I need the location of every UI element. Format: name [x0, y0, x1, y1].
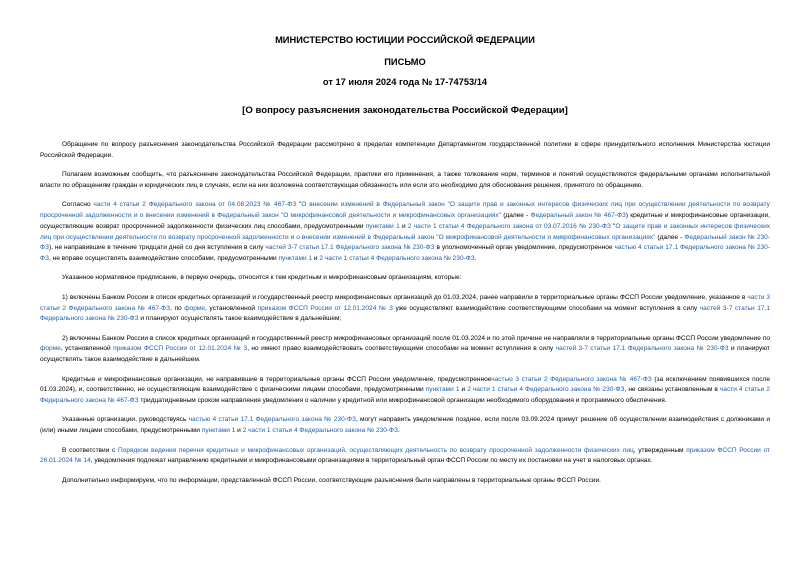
paragraph-text: , утвержденным [633, 446, 687, 454]
paragraph-text: " [610, 222, 616, 230]
law-reference-link[interactable]: О защите прав и законных интересов физических лиц при осуществлении деятельности по возврату просроченной задолженности и о внесении изменений в Федеральный закон "О микрофинансовой деятельности и микрофинансовых организациях" [40, 222, 771, 241]
body-paragraph [40, 140, 770, 162]
body-paragraph [40, 273, 770, 284]
law-reference-link[interactable]: частью 4 статьи 17.1 Федерального закона № 230-ФЗ [40, 244, 770, 263]
paragraph-text: в уполномоченный орган уведомление, предусмотренное [434, 244, 615, 252]
document-subject: [О вопросу разъяснения законодательства Российской Федерации] [242, 105, 568, 116]
law-reference-link[interactable]: приказом ФССП России от 26.01.2024 № 14 [40, 446, 770, 465]
paragraph-text: ), не направившие в течение тридцати дней со дня вступления в силу [48, 244, 266, 252]
paragraph-text: и планируют осуществлять такое взаимодействие в дальнейшем; [138, 315, 342, 323]
law-reference-link[interactable]: пунктами 1 [425, 386, 460, 394]
paragraph-text: , по [170, 304, 185, 312]
paragraph-text: (далее - [655, 233, 685, 241]
law-reference-link[interactable]: Федеральный закон № 230-ФЗ [40, 233, 770, 252]
law-reference-link[interactable]: пунктами 1 [201, 427, 236, 435]
paragraph-text: . [474, 255, 477, 263]
paragraph-text: и планируют осуществлять такое взаимодействие в дальнейшем. [40, 345, 771, 364]
paragraph-text: 2) включены Банком России в список кредитных организаций и государственный реестр микрофинансовых организаций после 01.03.2024 и по этой причине не направляли в территориальные органы ФССП России уведомление по [62, 334, 770, 342]
law-reference-link[interactable]: форме [40, 345, 61, 353]
issuing-authority: МИНИСТЕРСТВО ЮСТИЦИИ РОССИЙСКОЙ ФЕДЕРАЦИИ [275, 35, 535, 45]
law-reference-link[interactable]: частью 4 статьи 17.1 Федерального закона № 230-ФЗ [188, 416, 356, 424]
paragraph-text: , установленной [60, 345, 114, 353]
law-reference-link[interactable]: приказом ФССП России от 12.01.2024 № 3 [257, 304, 393, 312]
paragraph-text: Указанное нормативное предписание, в первую очередь, относится к тем кредитным и микрофинансовым организациям, которые: [62, 274, 462, 282]
paragraph-text: Полагаем возможным сообщить, что разъяснение законодательства Российской Федерации, практики его применения, а также толкование норм, терминов и понятий осуществляются федеральными органами исполнительной власти по обращениям граждан и юридических лиц в случаях, если на них возложена соответствующая обязанность или если это необходимо для обоснования решения, принятого по обращению. [40, 171, 770, 189]
law-reference-link[interactable]: 2 части 1 статьи 4 Федерального закона № 230-ФЗ [319, 255, 475, 263]
document-type: ПИСЬМО [384, 57, 426, 67]
document-date-number: от 17 июля 2024 года № 17-74753/14 [322, 77, 488, 87]
paragraph-text: Кредитные и микрофинансовые организации, не направившие в территориальные органы ФССП России уведомление, предусмотренное [62, 375, 492, 383]
paragraph-text: В соответствии с [62, 446, 118, 454]
law-reference-link[interactable]: Федеральный закон № 467-ФЗ [530, 211, 626, 219]
paragraph-text: . [398, 427, 400, 435]
paragraph-text: и [459, 386, 468, 394]
paragraph-text: Согласно [62, 201, 94, 209]
body-paragraph [40, 375, 770, 407]
body-paragraph [40, 415, 770, 437]
paragraph-text: , не вправе осуществлять взаимодействие способами, предусмотренными [48, 255, 279, 263]
law-reference-link[interactable]: частей 3-7 статьи 17.1 Федерального закона № 230-ФЗ [555, 345, 729, 353]
paragraph-text: , установленной [205, 304, 258, 312]
paragraph-text: 1) включены Банком России в список кредитных организаций и государственный реестр микрофинансовых организаций до 01.03.2024, ранее направили в территориальные органы ФССП России уведомление, указанное в [62, 293, 748, 301]
body-paragraph [40, 446, 770, 468]
law-reference-link[interactable]: 2 части 1 статьи 4 Федерального закона от 03.07.2016 № 230-ФЗ [407, 222, 611, 230]
body-paragraph [40, 200, 770, 265]
body-paragraph [40, 293, 770, 325]
paragraph-text: ) кредитные и микрофинансовые организации, осуществляющие возврат просроченной задолженности физических лиц способами, предусмотренными [40, 211, 770, 230]
document-page [40, 34, 770, 495]
paragraph-text: , уведомления подлежат направлению кредитными и микрофинансовыми организациями в территориальный орган ФССП России по месту их постановки на учет в налоговых органах. [90, 457, 653, 465]
paragraph-text: Дополнительно информируем, что по информации, представленной ФССП России, соответствующие разъяснения были направлены в территориальные органы ФССП России. [62, 476, 601, 484]
law-reference-link[interactable]: частью 3 статьи 2 Федерального закона № 467-ФЗ [491, 375, 652, 383]
paragraph-text: уже осуществляют взаимодействие соответствующими способами на момент вступления в силу [392, 304, 700, 312]
paragraph-text: (далее - [501, 211, 531, 219]
paragraph-text: и [235, 427, 243, 435]
paragraph-text: " [296, 201, 302, 209]
body-paragraph [40, 334, 770, 366]
paragraph-text: , не связаны установленным в [624, 386, 720, 394]
law-reference-link[interactable]: 2 части 1 статьи 4 Федерального закона № 230-ФЗ [467, 386, 625, 394]
law-reference-link[interactable]: форме [184, 304, 206, 312]
law-reference-link[interactable]: части 4 статьи 2 Федерального закона № 467-ФЗ [40, 386, 771, 405]
law-reference-link[interactable]: 2 части 1 статьи 4 Федерального закона № 230-ФЗ [242, 427, 398, 435]
document-body [40, 140, 770, 486]
law-reference-link[interactable]: пунктами 1 [278, 255, 313, 263]
law-reference-link[interactable]: приказом ФССП России от 12.01.2024 № 3 [113, 345, 248, 353]
law-reference-link[interactable]: пунктами 1 [365, 222, 400, 230]
body-paragraph [40, 170, 770, 192]
law-reference-link[interactable]: Порядком ведения перечня кредитных и микрофинансовых организаций, осуществляющих деятельность по возврату просроченной задолженности физических лиц [118, 446, 634, 454]
law-reference-link[interactable]: О внесении изменений в Федеральный закон "О защите прав и законных интересов физических лиц при осуществлении деятельности по возврату просроченной задолженности и о внесении изменений в Федеральный закон "О микрофинансовой деятельности и микрофинансовых организациях" [40, 201, 770, 219]
law-reference-link[interactable]: частей 3-7 статьи 17.1 Федерального закона № 230-ФЗ [265, 244, 435, 252]
paragraph-text: , но имеют право взаимодействовать соответствующими способами на момент вступления в силу [247, 345, 556, 353]
paragraph-text: , могут направить уведомление позднее, если после 03.09.2024 примут решение об осуществлении взаимодействия с должниками и (или) иными лицами способами, предусмотренными [40, 416, 771, 435]
paragraph-text: Обращение по вопросу разъяснения законодательства Российской Федерации рассмотрено в пределах компетенции Департаментом государственной политики в сфере принудительного исполнения Министерства юстиции Российской Федерации. [40, 141, 770, 159]
law-reference-link[interactable]: части 4 статьи 2 Федерального закона от 04.08.2023 № 467-ФЗ [93, 201, 297, 209]
paragraph-text: и [399, 222, 408, 230]
law-reference-link[interactable]: части 3 статьи 2 Федерального закона № 467-ФЗ [40, 293, 770, 312]
paragraph-text: и [312, 255, 320, 263]
paragraph-text: Указанные организации, руководствуясь [62, 416, 189, 424]
law-reference-link[interactable]: частей 3-7 статьи 17.1 Федерального закона № 230-ФЗ [40, 304, 770, 323]
body-paragraph [40, 476, 770, 487]
paragraph-text: тридцатидневным сроком направления уведомления о наличии у кредитной или микрофинансовой организации необходимого оборудования и программного обеспечения. [138, 397, 667, 405]
paragraph-text: (за исключением появившихся после 01.03.2024), и, соответственно, не осуществляющие взаимодействие с физическими лицами способами, предусмотренными [40, 375, 770, 394]
